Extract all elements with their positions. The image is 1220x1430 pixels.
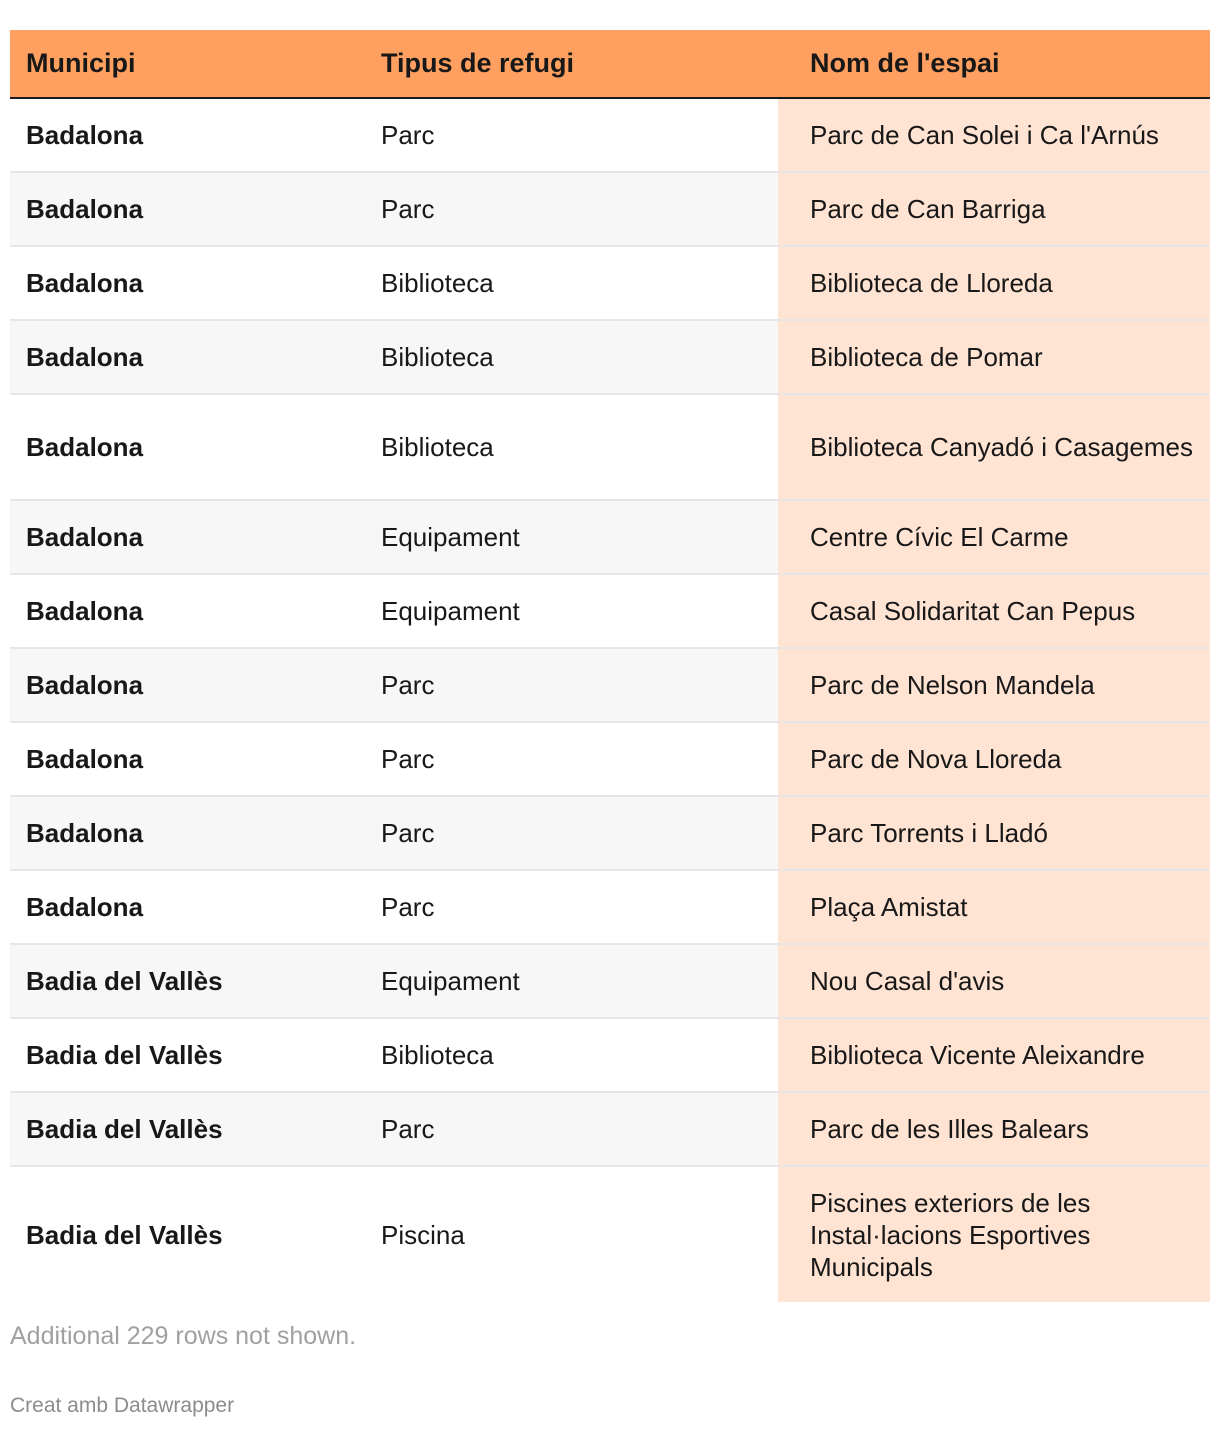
table-header <box>10 30 1210 98</box>
cell-tipus: Parc <box>365 98 778 172</box>
cell-tipus: Parc <box>365 870 778 944</box>
table-row <box>10 394 1210 500</box>
datawrapper-credit: Creat amb Datawrapper <box>10 1394 235 1417</box>
table-row <box>10 246 1210 320</box>
cell-tipus: Biblioteca <box>365 1018 778 1092</box>
cell-nom: Nou Casal d'avis <box>778 944 1210 1018</box>
table-row <box>10 1092 1210 1166</box>
cell-nom: Biblioteca de Lloreda <box>778 246 1210 320</box>
table-notes: Additional 229 rows not shown. <box>10 1322 357 1350</box>
cell-municipi: Badalona <box>10 98 365 172</box>
cell-tipus: Parc <box>365 722 778 796</box>
cell-municipi: Badalona <box>10 172 365 246</box>
cell-municipi: Badalona <box>10 574 365 648</box>
cell-municipi: Badia del Vallès <box>10 1092 365 1166</box>
cell-municipi: Badalona <box>10 796 365 870</box>
cell-municipi: Badalona <box>10 648 365 722</box>
table-row <box>10 648 1210 722</box>
cell-nom: Parc de Nelson Mandela <box>778 648 1210 722</box>
cell-nom: Parc Torrents i Lladó <box>778 796 1210 870</box>
cell-tipus: Parc <box>365 648 778 722</box>
cell-tipus: Piscina <box>381 1219 465 1250</box>
header-nom-de-l-espai[interactable]: Nom de l'espai <box>778 30 1210 98</box>
header-municipi[interactable]: Municipi <box>10 30 365 98</box>
cell-nom: Parc de Nova Lloreda <box>778 722 1210 796</box>
table-row <box>10 500 1210 574</box>
cell-municipi: Badalona <box>10 500 365 574</box>
cell-municipi: Badia del Vallès <box>26 1219 223 1250</box>
table-body <box>10 98 1210 1302</box>
cell-municipi: Badia del Vallès <box>10 944 365 1018</box>
cell-tipus: Equipament <box>365 500 778 574</box>
data-table <box>10 30 1210 1302</box>
data-table-container <box>10 30 1210 1302</box>
cell-nom: Casal Solidaritat Can Pepus <box>778 574 1210 648</box>
cell-municipi: Badalona <box>10 870 365 944</box>
cell-tipus: Parc <box>365 796 778 870</box>
cell-tipus: Biblioteca <box>365 246 778 320</box>
table-row <box>10 172 1210 246</box>
table-row <box>10 320 1210 394</box>
cell-nom: Piscines exteriors de les Instal·lacions Esportives Municipals <box>778 1166 1210 1302</box>
header-tipus-de-refugi[interactable]: Tipus de refugi <box>365 30 778 98</box>
cell-nom: Biblioteca Canyadó i Casagemes <box>778 394 1210 500</box>
cell-nom: Parc de Can Barriga <box>778 172 1210 246</box>
cell-tipus: Biblioteca <box>365 394 778 500</box>
table-row <box>10 944 1210 1018</box>
header-row <box>10 30 1210 98</box>
cell-nom: Parc de Can Solei i Ca l'Arnús <box>778 98 1210 172</box>
cell-municipi: Badalona <box>10 320 365 394</box>
table-row <box>10 1018 1210 1092</box>
cell-nom: Parc de les Illes Balears <box>778 1092 1210 1166</box>
table-row <box>10 870 1210 944</box>
cell-nom: Biblioteca Vicente Aleixandre <box>778 1018 1210 1092</box>
cell-tipus: Biblioteca <box>365 320 778 394</box>
cell-tipus: Parc <box>365 1092 778 1166</box>
cell-nom: Plaça Amistat <box>778 870 1210 944</box>
cell-municipi: Badalona <box>10 722 365 796</box>
cell-tipus: Equipament <box>365 944 778 1018</box>
cell-tipus: Equipament <box>365 574 778 648</box>
cell-municipi: Badalona <box>10 246 365 320</box>
table-row <box>10 98 1210 172</box>
table-row <box>10 1166 1210 1302</box>
cell-municipi: Badalona <box>10 394 365 500</box>
cell-nom: Biblioteca de Pomar <box>778 320 1210 394</box>
cell-tipus: Parc <box>365 172 778 246</box>
table-row <box>10 722 1210 796</box>
table-row <box>10 796 1210 870</box>
table-row <box>10 574 1210 648</box>
cell-nom: Centre Cívic El Carme <box>778 500 1210 574</box>
cell-municipi: Badia del Vallès <box>10 1018 365 1092</box>
